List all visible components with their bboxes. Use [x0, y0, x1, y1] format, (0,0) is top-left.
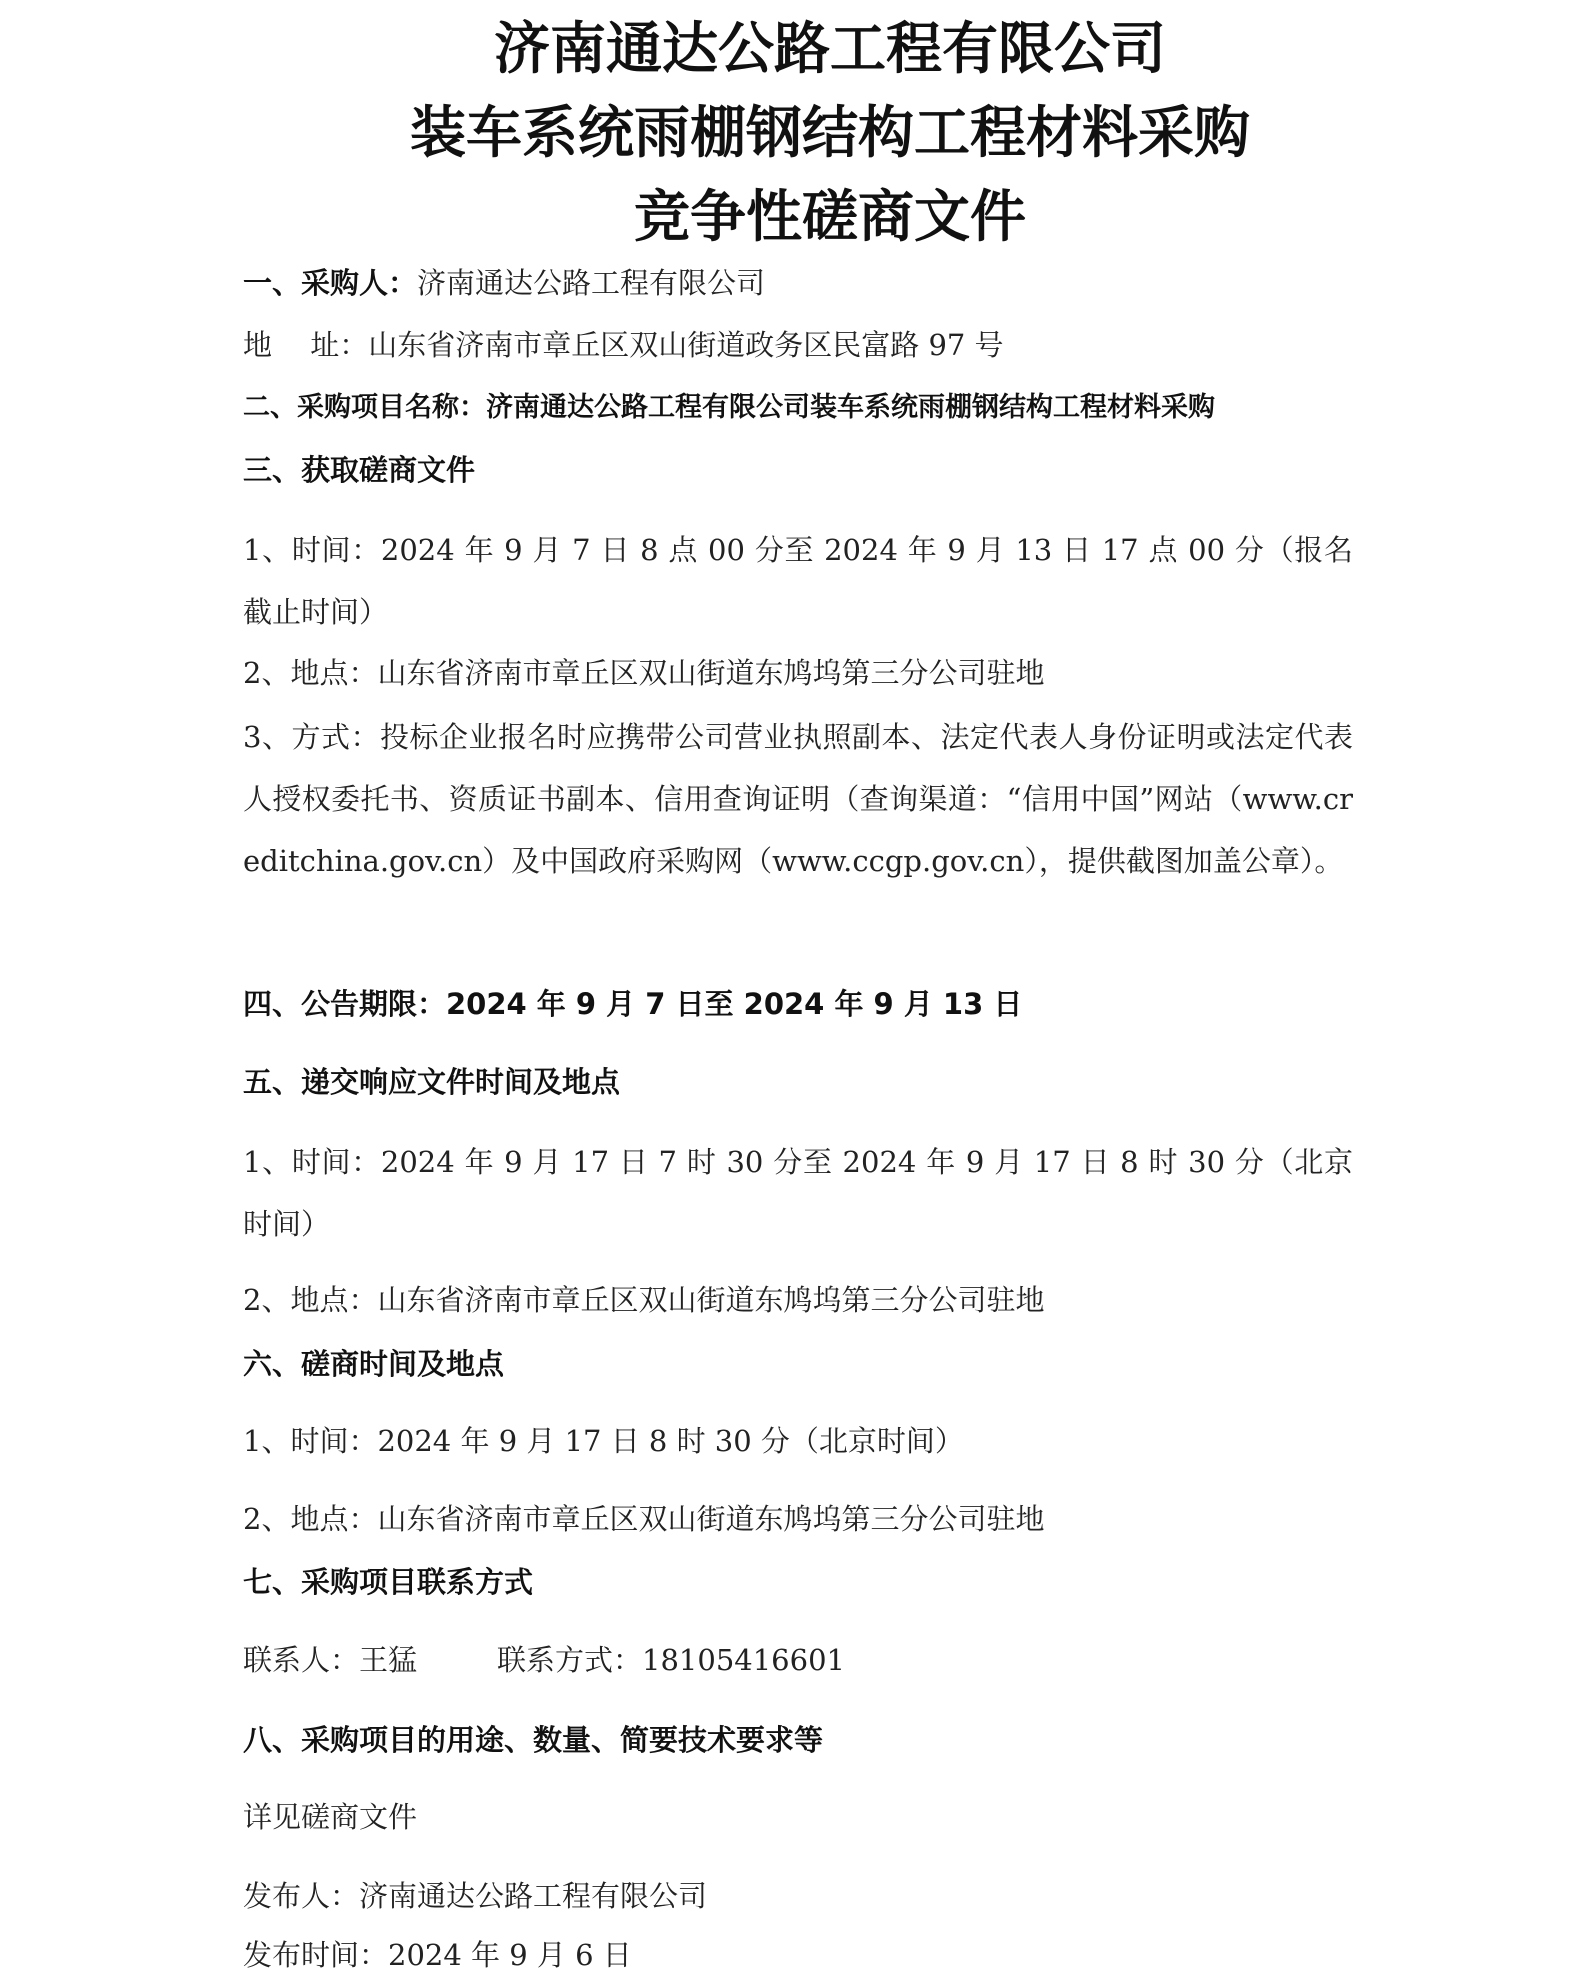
purchaser-line	[243, 263, 765, 303]
contact-person: 联系人：王猛	[243, 1643, 418, 1677]
submission-time: 1、时间：2024 年 9 月 17 日 7 时 30 分至 2024 年 9 月 17 日 8 时 30 分（北京时间）	[243, 1145, 1353, 1241]
consultation-time: 1、时间：2024 年 9 月 17 日 8 时 30 分（北京时间）	[243, 1424, 964, 1458]
address-value: 山东省济南市章丘区双山街道政务区民富路 97 号	[368, 328, 1004, 362]
requirements-heading: 八、采购项目的用途、数量、简要技术要求等	[243, 1723, 824, 1757]
document-title	[0, 8, 1587, 260]
contact-method: 联系方式：18105416601	[497, 1643, 845, 1677]
publisher: 发布人：济南通达公路工程有限公司	[243, 1879, 708, 1913]
contact-heading: 七、采购项目联系方式	[243, 1565, 534, 1599]
obtain-time: 1、时间：2024 年 9 月 7 日 8 点 00 分至 2024 年 9 月 13 日 17 点 00 分（报名截止时间）	[243, 533, 1353, 629]
project-name-heading: 二、采购项目名称：济南通达公路工程有限公司装车系统雨棚钢结构工程材料采购	[243, 392, 1215, 423]
submission-heading: 五、递交响应文件时间及地点	[243, 1065, 621, 1099]
title-doc-type: 竞争性磋商文件	[634, 185, 1026, 250]
obtain-method: 3、方式：投标企业报名时应携带公司营业执照副本、法定代表人身份证明或法定代表人授权委托书、资质证书副本、信用查询证明（查询渠道：“信用中国”网站（www.creditchina.gov.cn）及中国政府采购网（www.ccgp.gov.cn），提供截图加盖公章）。	[243, 720, 1353, 878]
publish-date: 发布时间：2024 年 9 月 6 日	[243, 1938, 632, 1972]
requirements-detail: 详见磋商文件	[243, 1800, 418, 1834]
submission-location: 2、地点：山东省济南市章丘区双山街道东鸠坞第三分公司驻地	[243, 1283, 1045, 1317]
title-company: 济南通达公路工程有限公司	[494, 17, 1166, 82]
obtain-location: 2、地点：山东省济南市章丘区双山街道东鸠坞第三分公司驻地	[243, 656, 1045, 690]
notice-period-heading: 四、公告期限：2024 年 9 月 7 日至 2024 年 9 月 13 日	[243, 987, 1023, 1021]
obtain-docs-heading: 三、获取磋商文件	[243, 453, 476, 487]
address-label: 地 址：	[243, 328, 369, 362]
contact-line	[243, 1640, 845, 1680]
title-project: 装车系统雨棚钢结构工程材料采购	[410, 101, 1250, 166]
purchaser-value: 济南通达公路工程有限公司	[417, 266, 766, 300]
purchaser-heading: 一、采购人：	[243, 266, 418, 300]
consultation-location: 2、地点：山东省济南市章丘区双山街道东鸠坞第三分公司驻地	[243, 1502, 1045, 1536]
consultation-heading: 六、磋商时间及地点	[243, 1347, 505, 1381]
address-line	[243, 325, 1004, 365]
